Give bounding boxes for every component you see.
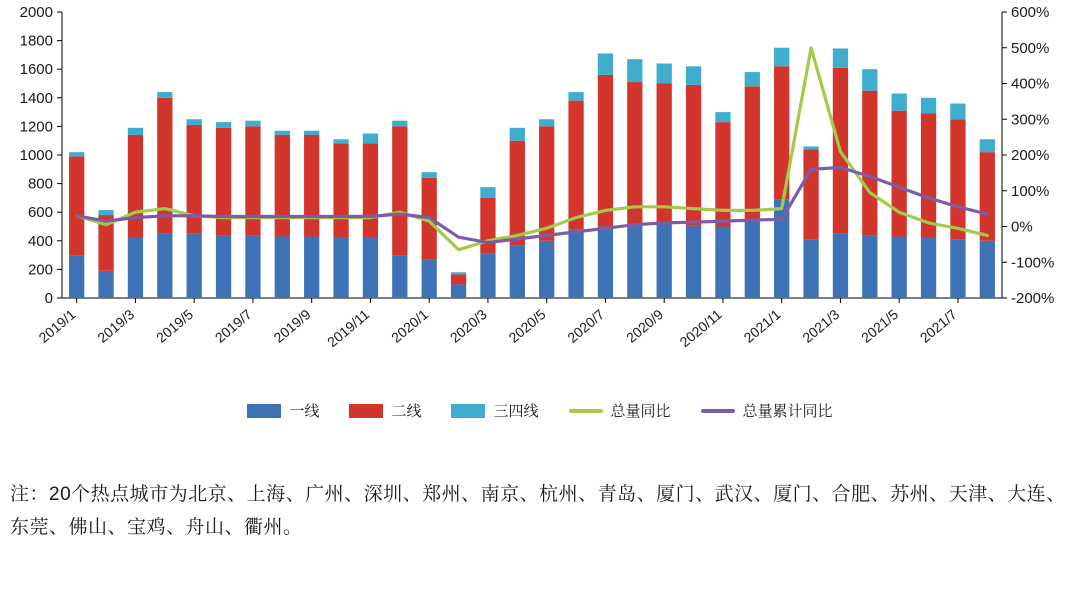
bar-segment[interactable] (275, 237, 290, 298)
bar-segment[interactable] (892, 111, 907, 237)
y-tick-label-left: 1600 (19, 61, 53, 79)
y-tick-label-right: 200% (1011, 147, 1050, 164)
x-tick-label-group (388, 306, 431, 346)
y-tick-label-left: 1200 (19, 118, 53, 136)
bar-segment[interactable] (363, 238, 378, 298)
bar-segment[interactable] (715, 112, 730, 122)
bar-segment[interactable] (745, 72, 760, 86)
legend-item[interactable] (701, 400, 833, 421)
y-tick-label-left: 1400 (19, 89, 53, 107)
bar-segment[interactable] (98, 210, 113, 215)
y-tick-label-right: 500% (1011, 39, 1050, 57)
x-tick-label: 2020/7 (564, 306, 608, 346)
y-tick-label-right: 400% (1011, 75, 1050, 93)
bar-segment[interactable] (657, 84, 672, 224)
bar-segment[interactable] (539, 119, 554, 126)
x-tick-label-group (36, 306, 79, 346)
bar-segment[interactable] (715, 227, 730, 299)
bar-segment[interactable] (480, 198, 495, 254)
x-tick-label-group (741, 306, 784, 346)
legend-label: 总量累计同比 (742, 403, 833, 420)
x-tick-label-group (324, 306, 372, 350)
bar-segment[interactable] (657, 224, 672, 298)
y-tick-label-left: 2000 (19, 4, 53, 21)
bar-segment[interactable] (304, 135, 319, 237)
x-tick-label: 2019/3 (94, 306, 138, 346)
y-tick-label-left: 1000 (19, 147, 53, 164)
x-tick-label: 2020/9 (623, 306, 667, 346)
bar-segment[interactable] (774, 199, 789, 298)
bar-segment[interactable] (862, 91, 877, 235)
bar-segment[interactable] (216, 235, 231, 298)
x-tick-label: 2019/7 (211, 306, 255, 346)
bar-segment[interactable] (598, 53, 613, 74)
bar-segment[interactable] (539, 126, 554, 240)
bar-segment[interactable] (627, 224, 642, 298)
y-tick-label-left: 1800 (19, 32, 53, 50)
bar-segment[interactable] (128, 135, 143, 238)
x-tick-label: 2019/5 (153, 306, 197, 346)
x-tick-label-group (858, 306, 901, 346)
x-tick-label-group (564, 306, 607, 346)
legend-label: 三四线 (493, 403, 539, 420)
bar-segment[interactable] (363, 144, 378, 238)
legend-swatch-icon (247, 404, 281, 418)
bar-segment[interactable] (950, 104, 965, 120)
bar-segment[interactable] (627, 82, 642, 224)
bar-segment[interactable] (803, 149, 818, 239)
bar-segment[interactable] (686, 85, 701, 225)
bar-segment[interactable] (245, 235, 260, 298)
x-tick-label: 2020/5 (505, 306, 549, 346)
bar-segment[interactable] (422, 172, 437, 178)
x-tick-label: 2021/5 (858, 306, 902, 346)
bar-segment[interactable] (510, 245, 525, 298)
bar-segment[interactable] (275, 135, 290, 237)
legend-swatch-icon (451, 404, 485, 418)
y-tick-label-right: 300% (1011, 111, 1050, 129)
bar-segment[interactable] (803, 146, 818, 149)
bar-segment[interactable] (69, 255, 84, 298)
bar-segment[interactable] (803, 239, 818, 298)
x-tick-label-group (917, 306, 960, 346)
y-tick-label-left: 200 (27, 261, 53, 279)
bar-segment[interactable] (451, 274, 466, 284)
legend-item[interactable] (349, 400, 421, 421)
bar-segment[interactable] (128, 238, 143, 298)
bar-segment[interactable] (686, 66, 701, 85)
bar-segment[interactable] (627, 59, 642, 82)
x-tick-label-group (799, 306, 842, 346)
legend-label: 二线 (391, 403, 422, 420)
x-tick-label-group (623, 306, 666, 346)
bar-segment[interactable] (539, 241, 554, 298)
bar-segment[interactable] (480, 254, 495, 298)
bar-segment[interactable] (892, 237, 907, 298)
x-tick-label: 2021/1 (740, 306, 784, 346)
bar-segment[interactable] (980, 139, 995, 152)
bar-segment[interactable] (568, 92, 583, 101)
bar-segment[interactable] (568, 229, 583, 298)
x-tick-label-group (506, 306, 549, 346)
x-tick-label-group (271, 306, 314, 346)
y-tick-label-left: 0 (44, 290, 53, 307)
bar-segment[interactable] (187, 234, 202, 298)
bar-segment[interactable] (686, 225, 701, 298)
bar-segment[interactable] (598, 75, 613, 227)
bar-segment[interactable] (245, 121, 260, 127)
x-tick-label: 2019/11 (324, 306, 373, 351)
bar-segment[interactable] (128, 128, 143, 135)
bar-segment[interactable] (980, 152, 995, 241)
bar-segment[interactable] (510, 141, 525, 245)
bar-segment[interactable] (862, 69, 877, 90)
bar-segment[interactable] (422, 259, 437, 298)
x-tick-label: 2021/7 (916, 306, 960, 346)
bar-segment[interactable] (980, 241, 995, 298)
bar-segment[interactable] (921, 98, 936, 114)
y-tick-label-left: 600 (27, 204, 53, 222)
y-tick-label-right: 0% (1011, 218, 1033, 236)
bar-segment[interactable] (392, 126, 407, 255)
bar-segment[interactable] (745, 86, 760, 220)
bar-segment[interactable] (833, 48, 848, 67)
bar-segment[interactable] (451, 284, 466, 298)
bar-segment[interactable] (480, 187, 495, 198)
legend-item[interactable] (451, 400, 538, 421)
bar-segment[interactable] (187, 119, 202, 125)
bar-segment[interactable] (98, 271, 113, 298)
x-tick-label-group (212, 306, 255, 346)
bar-segment[interactable] (568, 101, 583, 230)
bar-segment[interactable] (333, 144, 348, 238)
bar-segment[interactable] (216, 122, 231, 128)
bar-segment[interactable] (950, 119, 965, 239)
bar-segment[interactable] (69, 156, 84, 255)
y-tick-label-left: 800 (27, 175, 53, 193)
chart-note: 注：20个热点城市为北京、上海、广州、深圳、郑州、南京、杭州、青岛、厦门、武汉、厦门、合肥、苏州、天津、大连、东莞、佛山、宝鸡、舟山、衢州。 (10, 484, 1066, 539)
bar-segment[interactable] (363, 134, 378, 144)
bar-segment[interactable] (745, 221, 760, 298)
x-tick-label-group (94, 306, 137, 346)
bar-segment[interactable] (833, 234, 848, 298)
x-tick-label: 2020/3 (446, 306, 490, 346)
bar-segment[interactable] (69, 152, 84, 156)
x-tick-label: 2019/1 (35, 306, 79, 346)
bar-segment[interactable] (392, 121, 407, 127)
bar-segment[interactable] (862, 235, 877, 298)
chart-legend (0, 400, 1080, 421)
y-tick-label-left: 400 (27, 232, 53, 250)
y-tick-label-right: -200% (1011, 290, 1055, 307)
x-tick-label: 2021/3 (799, 306, 843, 346)
bar-segment[interactable] (304, 237, 319, 298)
bar-segment[interactable] (510, 128, 525, 141)
bar-segment[interactable] (304, 131, 319, 135)
bar-segment[interactable] (950, 239, 965, 298)
bar-segment[interactable] (921, 238, 936, 298)
legend-swatch-icon (701, 409, 735, 413)
bar-segment[interactable] (275, 131, 290, 135)
bar-segment[interactable] (598, 227, 613, 299)
x-tick-label-group (447, 306, 490, 346)
legend-label: 总量同比 (610, 403, 671, 420)
bar-segment[interactable] (157, 92, 172, 98)
x-tick-label-group (677, 306, 725, 350)
bar-segment[interactable] (333, 238, 348, 298)
bar-segment[interactable] (157, 234, 172, 298)
x-tick-label: 2019/9 (270, 306, 314, 346)
line-series[interactable] (77, 48, 988, 250)
bar-segment[interactable] (657, 63, 672, 83)
x-tick-label: 2020/11 (676, 306, 725, 351)
bar-segment[interactable] (774, 48, 789, 67)
legend-label: 一线 (289, 403, 320, 420)
y-tick-label-right: 100% (1011, 182, 1050, 200)
bar-segment[interactable] (333, 139, 348, 143)
legend-item[interactable] (247, 400, 319, 421)
legend-swatch-icon (569, 409, 603, 413)
bar-segment[interactable] (451, 272, 466, 274)
bar-segment[interactable] (892, 94, 907, 111)
y-tick-label-right: -100% (1011, 254, 1055, 272)
legend-swatch-icon (349, 404, 383, 418)
x-tick-label: 2020/1 (388, 306, 432, 346)
y-tick-label-right: 600% (1011, 4, 1050, 21)
bar-segment[interactable] (157, 98, 172, 234)
bar-segment[interactable] (392, 255, 407, 298)
x-tick-label-group (153, 306, 196, 346)
legend-item[interactable] (569, 400, 671, 421)
